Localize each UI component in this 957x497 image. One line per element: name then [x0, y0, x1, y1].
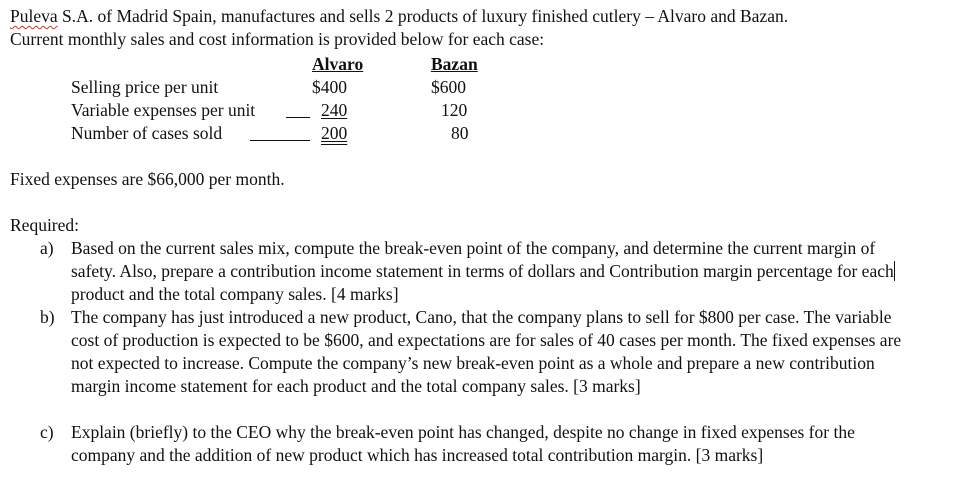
bazan-selling-price: $600 [431, 77, 466, 97]
row-label-variable-expenses: Variable expenses per unit [71, 100, 256, 120]
intro-line-2: Current monthly sales and cost information is provided below for each case: [10, 29, 545, 49]
requirement-a-text-part1: Based on the current sales mix, compute the break-even point of the company, and determine the current margin of safety. Also, prepare a contribution income statement in terms of dollars and Contribution margin percentage for each [71, 238, 894, 281]
required-heading: Required: [10, 215, 80, 235]
bazan-cases-sold: 80 [451, 123, 469, 143]
alvaro-cases-sold: 200 [321, 123, 348, 143]
requirement-c-letter: c) [40, 422, 54, 442]
requirement-b-letter: b) [40, 307, 55, 327]
requirement-b-text: The company has just introduced a new product, Cano, that the company plans to sell for $800 per case. The variable cost of production is expected to be $600, and expectations are for sales of 40 cases per month. The fixed expenses are not expected to increase. Compute the company’s new break-even point as a whole and prepare a new contribution margin income statement for each product and the total company sales. [3 marks] [71, 307, 902, 396]
requirement-a-text[interactable] [71, 237, 921, 306]
header-alvaro: Alvaro [312, 54, 364, 74]
alvaro-selling-price: $400 [312, 77, 347, 97]
intro-line-1 [10, 5, 788, 28]
text-cursor [894, 261, 895, 281]
header-bazan: Bazan [431, 54, 478, 74]
leader-line-cases [250, 140, 310, 141]
requirement-a-text-part2: product and the total company sales. [4 marks] [71, 284, 399, 304]
alvaro-variable-expenses: 240 [321, 100, 348, 120]
leader-line-variable [286, 117, 310, 118]
requirement-c-text: Explain (briefly) to the CEO why the break-even point has changed, despite no change in fixed expenses for the company and the addition of new product which has increased total contribution margin. [3 marks] [71, 422, 855, 465]
company-name: Puleva [10, 6, 58, 26]
bazan-variable-expenses: 120 [441, 100, 468, 120]
requirement-a-letter: a) [40, 238, 54, 258]
intro-line-1-rest: S.A. of Madrid Spain, manufactures and sells 2 products of luxury finished cutlery – Alvaro and Bazan. [57, 6, 789, 26]
row-label-selling-price: Selling price per unit [71, 77, 219, 97]
fixed-expenses-text: Fixed expenses are $66,000 per month. [10, 169, 285, 189]
row-label-cases-sold: Number of cases sold [71, 123, 223, 143]
